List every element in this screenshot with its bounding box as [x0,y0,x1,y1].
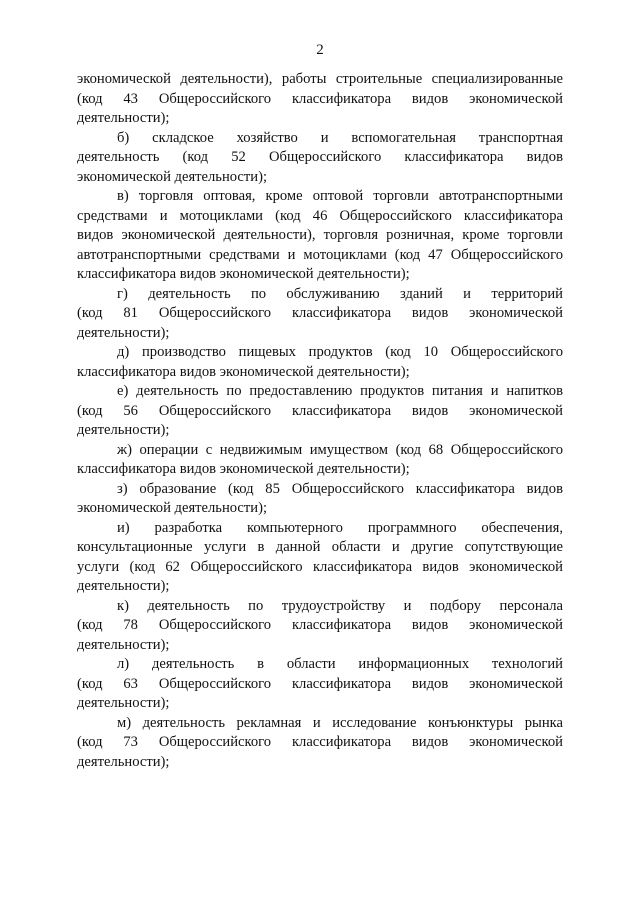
text-line: классификатора видов экономической деятельности); [77,266,410,282]
text-line: м) деятельность рекламная и исследование конъюнктуры рынка [117,714,563,731]
text-line: ж) операции с недвижимым имуществом (код 68 Общероссийского [117,441,563,458]
text-line: (код 63 Общероссийского классификатора видов экономической [77,675,563,692]
text-line: экономической деятельности); [77,500,268,516]
text-line: деятельности); [77,324,170,341]
text-line: г) деятельность по обслуживанию зданий и территорий [117,285,563,302]
text-line: (код 81 Общероссийского классификатора видов экономической [77,305,563,321]
text-line: б) складское хозяйство и вспомогательная транспортная [117,129,563,146]
list-item [77,519,563,597]
text-line: деятельность (код 52 Общероссийского классификатора видов [77,149,563,165]
list-item [77,187,563,285]
text-line: средствами и мотоциклами (код 46 Общероссийского классификатора [77,207,563,224]
text-line: консультационные услуги в данной области и другие сопутствующие [77,539,563,555]
text-line: классификатора видов экономической деятельности); [77,461,410,477]
text-line: л) деятельность в области информационных технологий [117,656,563,672]
list-item [77,441,563,480]
text-line: деятельности); [77,110,170,126]
text-line: в) торговля оптовая, кроме оптовой торговли автотранспортными [117,188,563,204]
text-line: деятельности); [77,636,170,653]
text-line: (код 56 Общероссийского классификатора видов экономической [77,402,563,419]
text-line: е) деятельность по предоставлению продуктов питания и напитков [117,383,563,399]
list-item [77,655,563,714]
list-item [77,343,563,382]
list-item [77,285,563,344]
text-line: и) разработка компьютерного программного обеспечения, [117,519,563,536]
text-line: з) образование (код 85 Общероссийского классификатора видов [117,480,563,497]
list-item [77,129,563,188]
text-line: деятельности); [77,695,170,711]
list-item [77,480,563,519]
list-item [77,597,563,656]
text-line: к) деятельность по трудоустройству и подбору персонала [117,597,563,614]
text-line: экономической деятельности), работы строительные специализированные [77,71,563,87]
text-line: (код 43 Общероссийского классификатора видов экономической [77,90,563,107]
text-line: видов экономической деятельности), торговля розничная, кроме торговли [77,227,563,243]
text-line: экономической деятельности); [77,168,268,185]
text-line: классификатора видов экономической деятельности); [77,363,410,380]
list-item [77,714,563,773]
text-line: (код 73 Общероссийского классификатора видов экономической [77,734,563,750]
text-line: деятельности); [77,753,170,770]
text-line: деятельности); [77,422,170,438]
text-line: д) производство пищевых продуктов (код 10 Общероссийского [117,344,563,360]
text-line: автотранспортными средствами и мотоциклами (код 47 Общероссийского [77,246,563,263]
list-item [77,382,563,441]
text-line: услуги (код 62 Общероссийского классификатора видов экономической [77,558,563,575]
list-item [77,70,563,129]
text-line: деятельности); [77,578,170,594]
text-line: (код 78 Общероссийского классификатора видов экономической [77,617,563,633]
document-body [77,70,563,772]
page-number: 2 [316,42,324,58]
